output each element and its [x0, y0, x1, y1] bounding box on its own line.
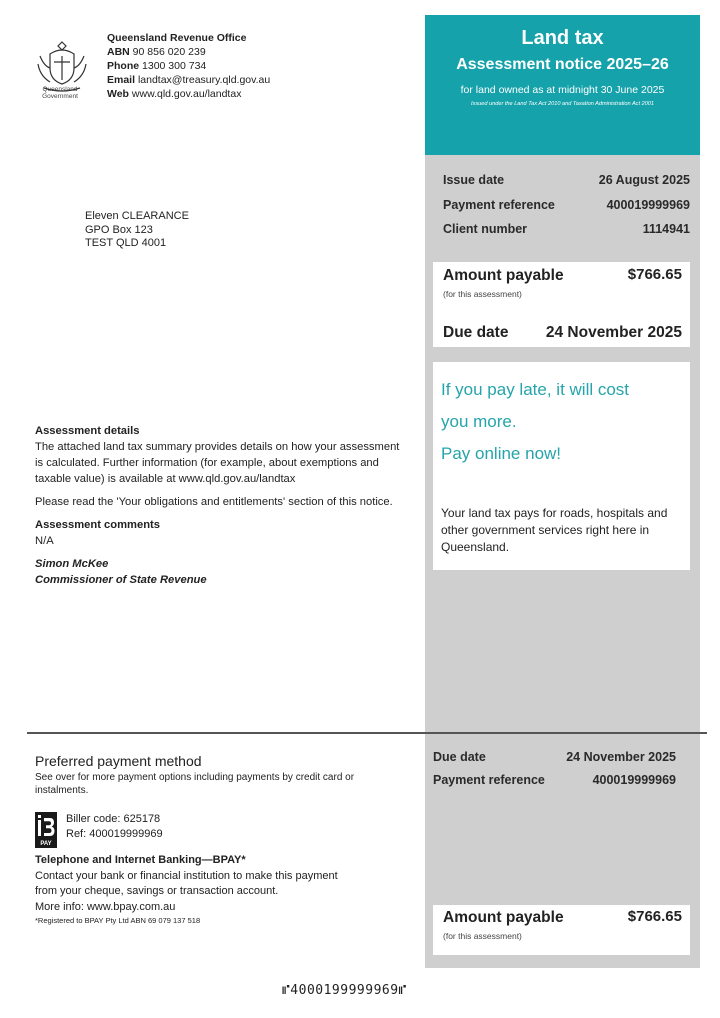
services-message: Your land tax pays for roads, hospitals and other government services right here in Queensland. — [441, 506, 668, 554]
due-date-label: Due date — [443, 324, 509, 341]
pay-online-link[interactable]: Pay online now! — [441, 444, 562, 463]
payment-method-subtitle: See over for more payment options including payments by credit card or instalments. — [35, 772, 355, 796]
bpay-more-info-link[interactable]: More info: www.bpay.com.au — [35, 900, 176, 913]
issue-date-row — [443, 173, 690, 187]
web-label: Web — [107, 88, 129, 100]
preferred-payment-method — [35, 753, 355, 797]
amount-payable-label: Amount payable — [443, 267, 564, 284]
slip-amount-payable-box — [433, 905, 690, 955]
recipient-address — [85, 210, 189, 251]
payment-reference-label: Payment reference — [443, 198, 555, 212]
obligations-note: Please read the 'Your obligations and entitlements' section of this notice. — [35, 496, 393, 508]
slip-due-date-value: 24 November 2025 — [566, 750, 676, 764]
notice-scope: for land owned as at midnight 30 June 2025 — [460, 84, 665, 96]
slip-due-date-label: Due date — [433, 750, 486, 764]
amount-payable-sub: (for this assessment) — [443, 289, 522, 299]
client-number-row — [443, 222, 690, 236]
bpay-logo — [35, 812, 57, 848]
address-line: GPO Box 123 — [85, 223, 153, 236]
email-link[interactable]: landtax@treasury.qld.gov.au — [137, 74, 271, 86]
payment-reference-value: 400019999969 — [606, 198, 690, 212]
address-line: TEST QLD 4001 — [85, 237, 167, 249]
assessment-comments-value: N/A — [35, 535, 54, 547]
bpay-ref: Ref: 400019999969 — [66, 828, 163, 840]
payment-reference-row — [443, 198, 690, 212]
amount-payable-box — [433, 262, 690, 347]
notice-subtitle: Assessment notice 2025–26 — [456, 56, 669, 73]
notice-title-banner — [425, 15, 700, 155]
slip-payment-reference-value: 400019999969 — [592, 773, 676, 787]
office-name: Queensland Revenue Office — [107, 32, 247, 44]
notice-legislation: Issued under the Land Tax Act 2010 and Taxation Administration Act 2001 — [470, 101, 655, 107]
phone-value: 1300 300 734 — [142, 60, 207, 72]
email-label: Email — [107, 74, 136, 86]
crest-caption-line: Queensland — [42, 86, 78, 93]
amount-payable-value: $766.65 — [627, 266, 682, 283]
payment-method-title: Preferred payment method — [35, 753, 202, 769]
crest-caption-line: Government — [42, 93, 78, 100]
web-link[interactable]: www.qld.gov.au/landtax — [131, 88, 242, 100]
signatory-title: Commissioner of State Revenue — [35, 574, 207, 586]
biller-code: Biller code: 625178 — [66, 813, 161, 825]
assessment-details-body: The attached land tax summary provides details on how your assessment is calculated. Further information (for example, about exemptions and taxable value) is available at www.qld.gov.au/landtax — [35, 441, 400, 485]
due-date-value: 24 November 2025 — [545, 324, 682, 341]
micr-code-line: ⑈4000199999969⑈ — [282, 983, 407, 998]
bpay-b-icon — [35, 812, 57, 840]
bpay-body: Contact your bank or financial institution to make this payment from your cheque, savings or transaction account. — [35, 869, 338, 897]
address-line: Eleven CLEARANCE — [85, 210, 189, 222]
phone-label: Phone — [107, 60, 140, 72]
bpay-details — [66, 812, 163, 842]
assessment-details-heading: Assessment details — [35, 425, 140, 437]
notice-title: Land tax — [521, 27, 604, 49]
late-warning-line: you more. — [441, 412, 517, 431]
abn-value: 90 856 020 239 — [132, 46, 206, 58]
issue-date-label: Issue date — [443, 173, 505, 187]
slip-amount-payable-label: Amount payable — [443, 909, 564, 926]
client-number-label: Client number — [443, 222, 528, 236]
bpay-logo-text: PAY — [40, 841, 52, 847]
assessment-comments-heading: Assessment comments — [35, 519, 160, 531]
late-warning-line: If you pay late, it will cost — [441, 380, 630, 399]
bpay-footnote: *Registered to BPAY Pty Ltd ABN 69 079 137 518 — [35, 916, 201, 925]
tear-off-divider — [27, 732, 707, 734]
slip-amount-payable-sub: (for this assessment) — [443, 931, 522, 941]
bpay-instructions — [35, 853, 355, 927]
assessment-details — [35, 423, 405, 588]
client-number-value: 1114941 — [642, 222, 690, 236]
slip-payment-reference-label: Payment reference — [433, 773, 545, 787]
slip-due-date-row — [433, 750, 676, 764]
slip-payment-reference-row — [433, 773, 676, 787]
issue-date-value: 26 August 2025 — [598, 173, 690, 187]
signatory-name: Simon McKee — [35, 558, 109, 570]
bpay-heading: Telephone and Internet Banking—BPAY* — [35, 854, 246, 866]
slip-amount-payable-value: $766.65 — [627, 908, 682, 925]
office-contact-block — [107, 31, 270, 101]
crest-caption — [28, 86, 92, 100]
pay-online-promo — [433, 362, 690, 570]
abn-label: ABN — [107, 46, 130, 58]
